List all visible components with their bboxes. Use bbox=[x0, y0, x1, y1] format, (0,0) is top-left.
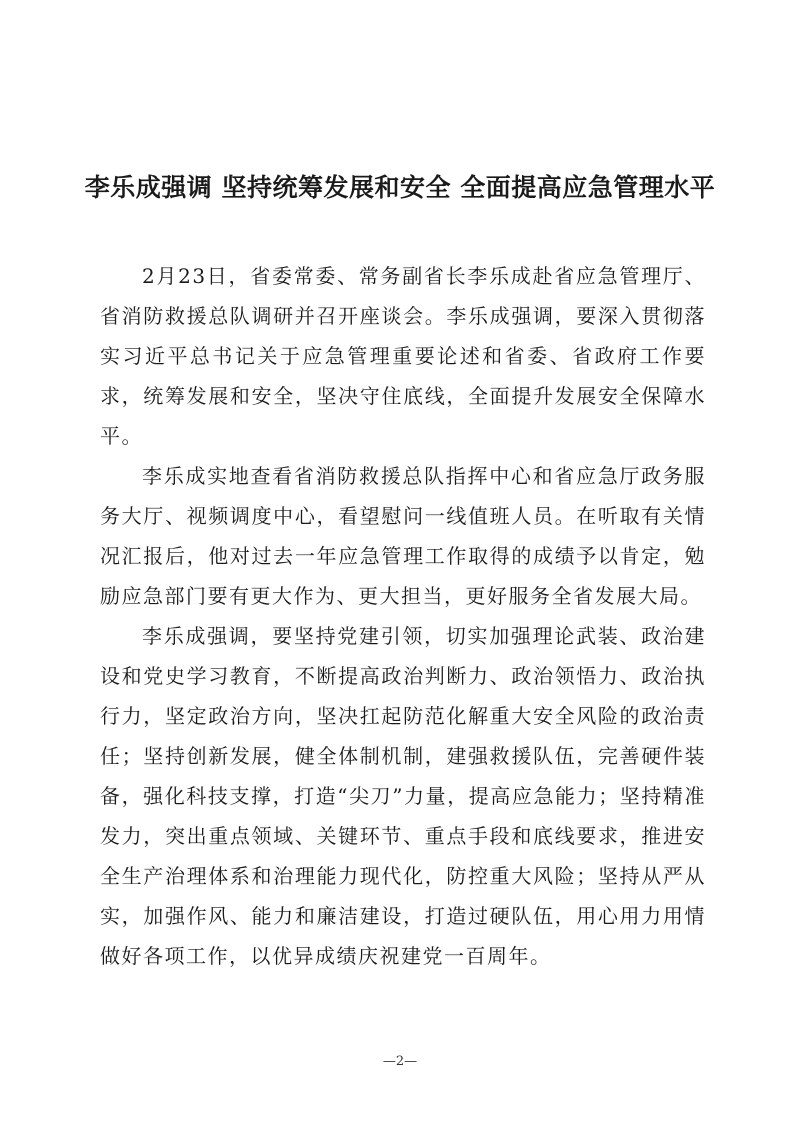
paragraph: 李乐成实地查看省消防救援总队指挥中心和省应急厅政务服务大厅、视频调度中心，看望慰问一线值班人员。在听取有关情况汇报后，他对过去一年应急管理工作取得的成绩予以肯定，勉励应急部门要有更大作为、更大担当，更好服务全省发展大局。 bbox=[100, 464, 706, 608]
document-body bbox=[100, 256, 706, 976]
paragraph: 2月23日，省委常委、常务副省长李乐成赴省应急管理厅、省消防救援总队调研并召开座谈会。李乐成强调，要深入贯彻落实习近平总书记关于应急管理重要论述和省委、省政府工作要求，统筹发展和安全，坚决守住底线，全面提升发展安全保障水平。 bbox=[100, 264, 706, 448]
page-number: —2— bbox=[382, 1054, 418, 1069]
paragraph: 李乐成强调，要坚持党建引领，切实加强理论武装、政治建设和党史学习教育，不断提高政治判断力、政治领悟力、政治执行力，坚定政治方向，坚决扛起防范化解重大安全风险的政治责任；坚持创新发展，健全体制机制，建强救援队伍，完善硬件装备，强化科技支撑，打造“尖刀”力量，提高应急能力；坚持精准发力，突出重点领域、关键环节、重点手段和底线要求，推进安全生产治理体系和治理能力现代化，防控重大风险；坚持从严从实，加强作风、能力和廉洁建设，打造过硬队伍，用心用力用情做好各项工作，以优异成绩庆祝建党一百周年。 bbox=[100, 624, 706, 968]
document-title: 李乐成强调 坚持统筹发展和安全 全面提高应急管理水平 bbox=[84, 173, 716, 202]
